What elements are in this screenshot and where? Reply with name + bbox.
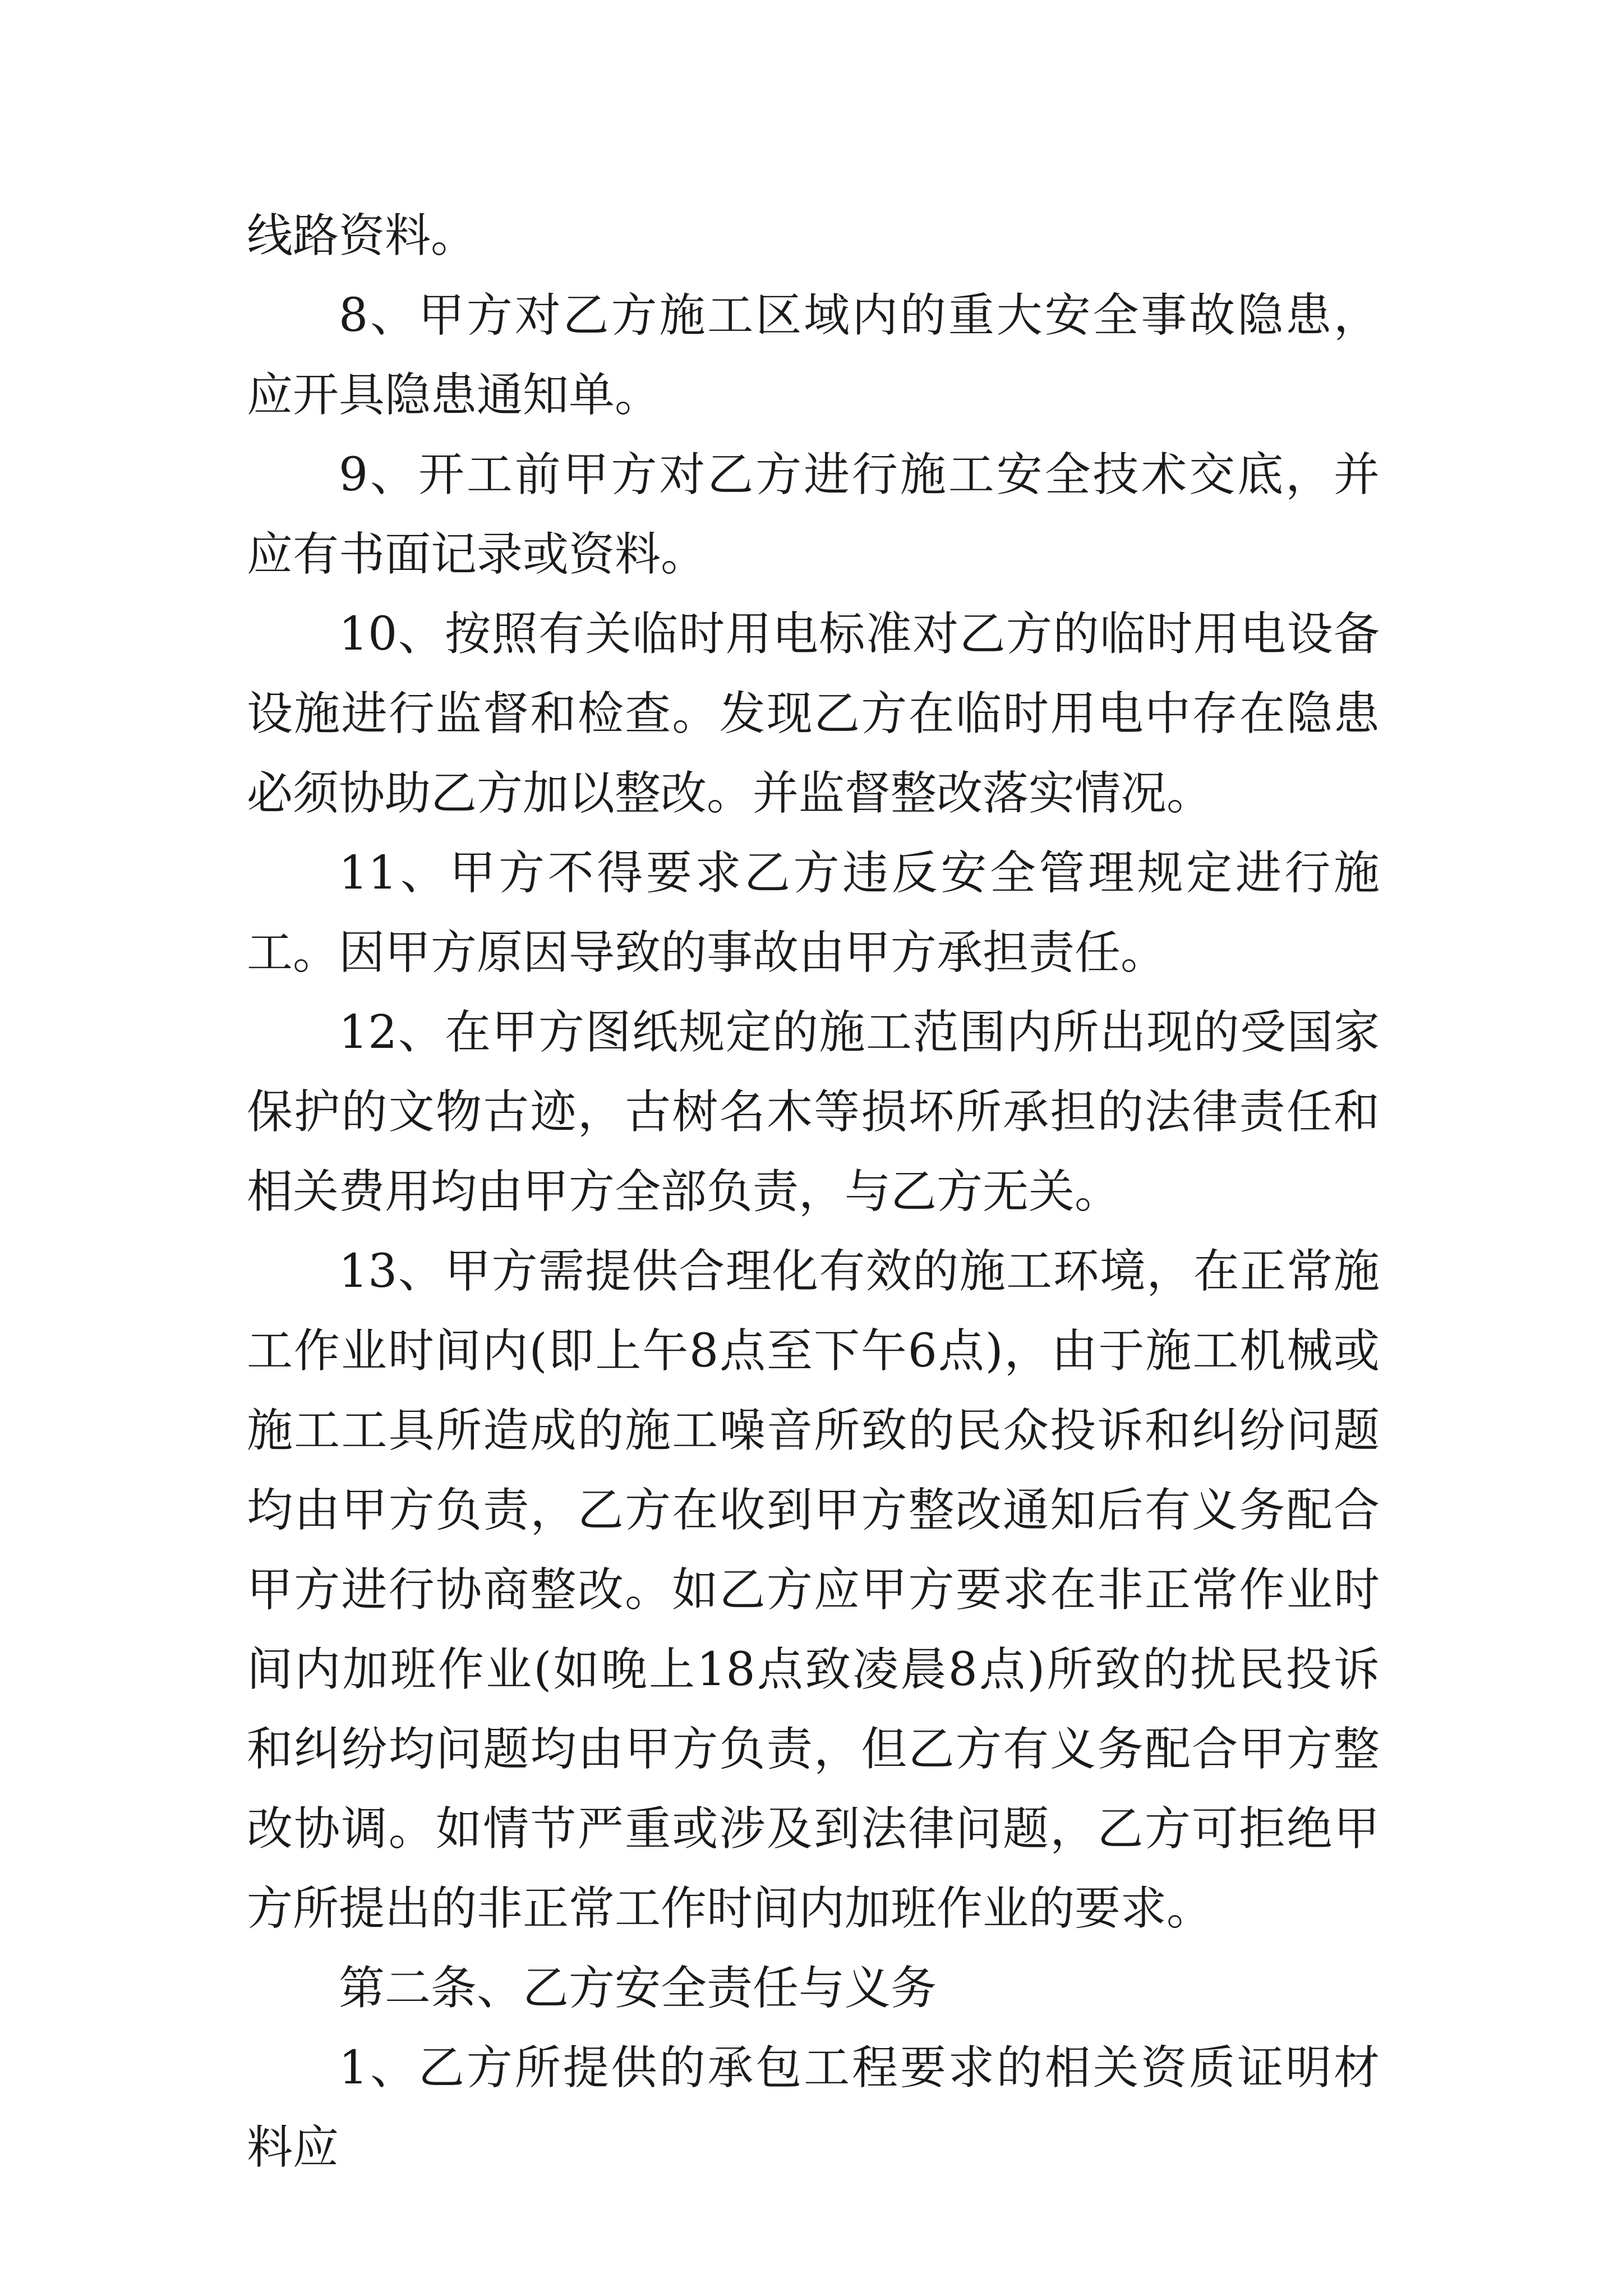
paragraph-continuation: 线路资料。 — [247, 209, 477, 263]
clause-10: 10、按照有关临时用电标准对乙方的临时用电设备设施进行监督和检查。发现乙方在临时用电中存在隐患必须协助乙方加以整改。并监督整改落实情况。 — [247, 608, 1380, 820]
clause-13: 13、甲方需提供合理化有效的施工环境，在正常施工作业时间内(即上午8点至下午6点)，由于施工机械或施工工具所造成的施工噪音所致的民众投诉和纠纷问题均由甲方负责，乙方在收到甲方整改通知后有义务配合甲方进行协商整改。如乙方应甲方要求在非正常作业时间内加班作业(如晚上18点致凌晨8点)所致的扰民投诉和纠纷均问题均由甲方负责，但乙方有义务配合甲方整改协调。如情节严重或涉及到法律问题，乙方可拒绝甲方所提出的非正常工作时间内加班作业的要求。 — [247, 1245, 1380, 1935]
article-2-clause-1: 1、乙方所提供的承包工程要求的相关资质证明材料应 — [247, 2041, 1380, 2174]
clause-8: 8、甲方对乙方施工区域内的重大安全事故隐患，应开具隐患通知单。 — [247, 289, 1380, 422]
document-body — [247, 196, 1380, 2188]
clause-12: 12、在甲方图纸规定的施工范围内所出现的受国家保护的文物古迹，古树名木等损坏所承担的法律责任和相关费用均由甲方全部负责，与乙方无关。 — [247, 1006, 1380, 1218]
clause-9: 9、开工前甲方对乙方进行施工安全技术交底，并应有书面记录或资料。 — [247, 448, 1380, 581]
section-heading-article-2: 第二条、乙方安全责任与义务 — [339, 1962, 937, 2015]
clause-11: 11、甲方不得要求乙方违反安全管理规定进行施工。因甲方原因导致的事故由甲方承担责任。 — [247, 846, 1380, 979]
